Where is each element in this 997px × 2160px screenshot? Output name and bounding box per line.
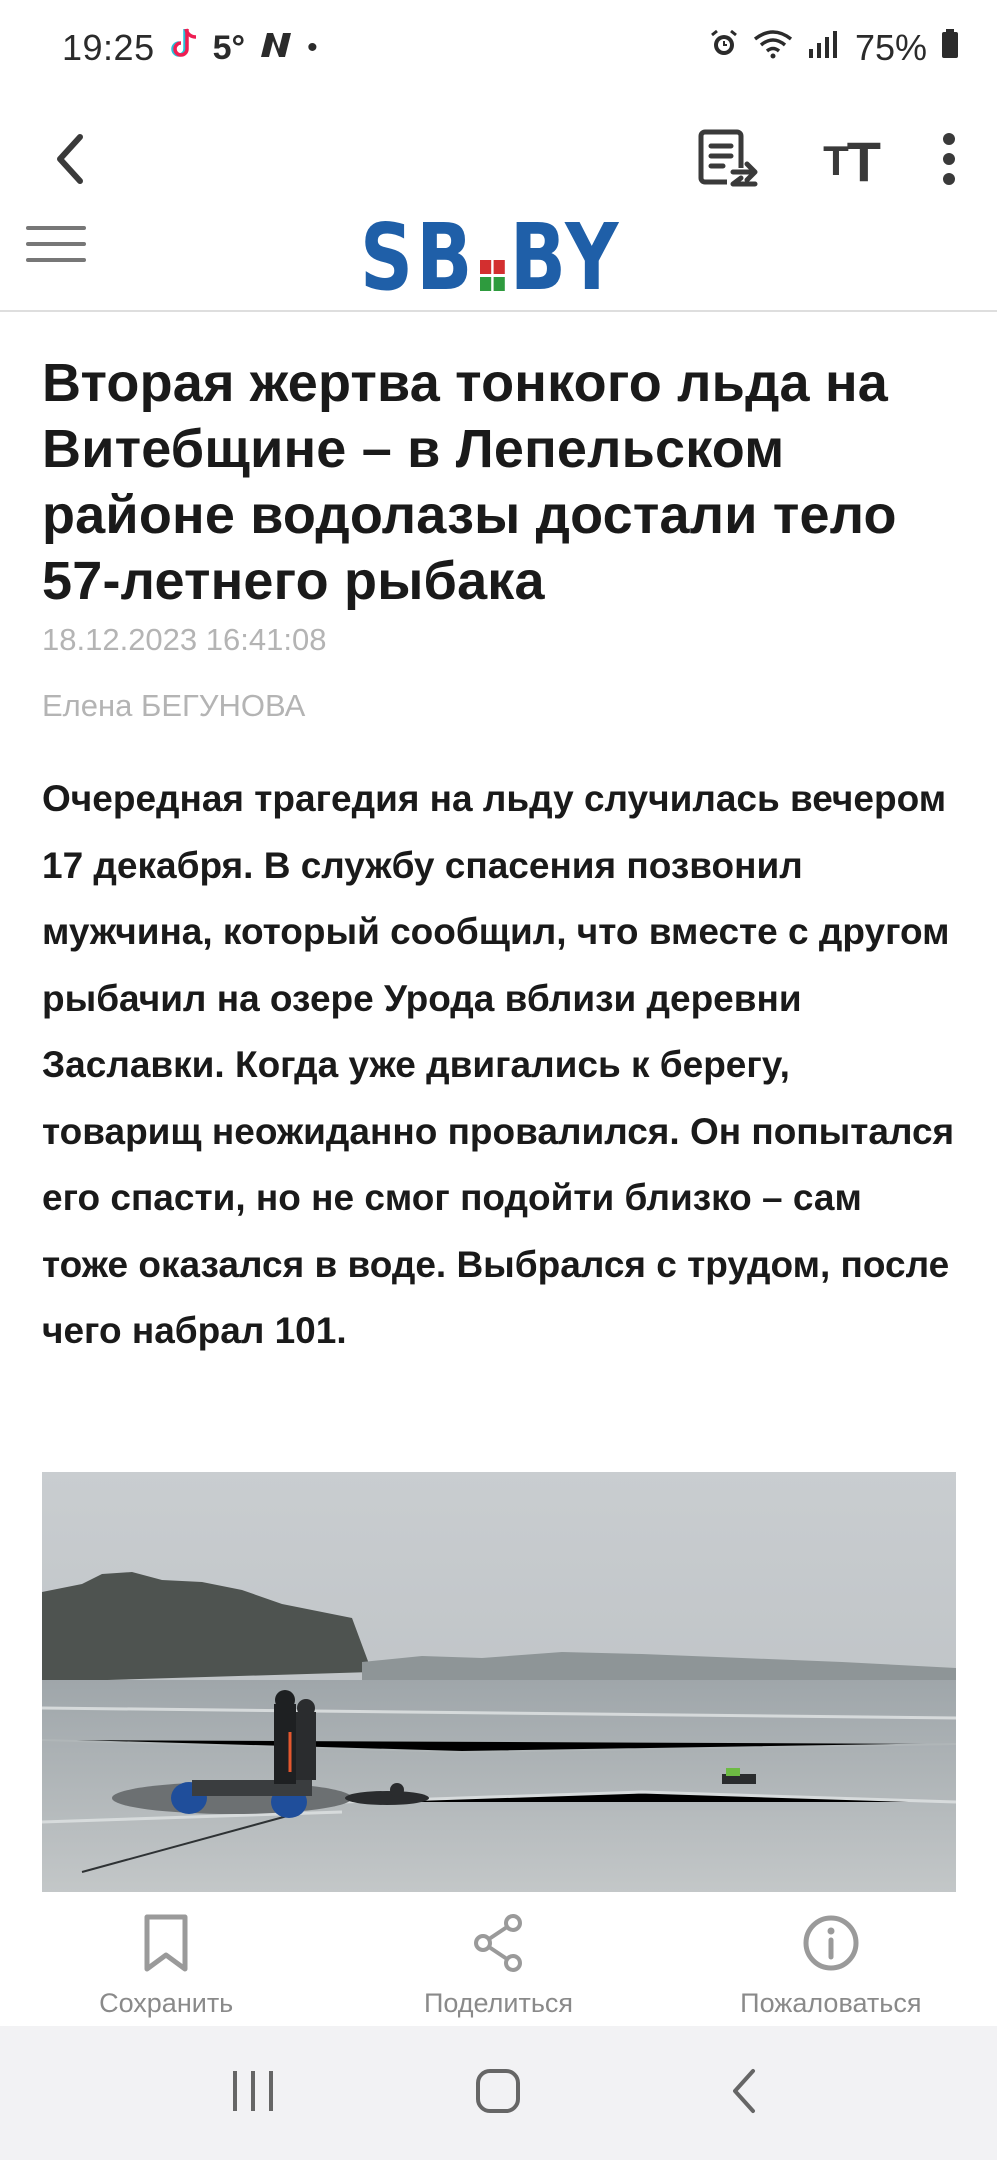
article: [42, 350, 957, 1365]
recents-icon: [230, 2069, 276, 2118]
status-temperature: 5°: [212, 28, 246, 67]
article-lead: Очередная трагедия на льду случилась вечером 17 декабря. В службу спасения позвонил мужчина, который сообщил, что вместе с другом рыбачил на озере Урода вблизи деревни Заславки. Когда уже двигались к берегу, товарищ неожиданно провалился. Он попытался его спасти, но не смог подойти близко – сам тоже оказался в воде. Выбрался с трудом, после чего набрал 101.: [42, 778, 955, 1351]
hamburger-line: [26, 226, 86, 230]
report-button[interactable]: [665, 1893, 997, 2026]
signal-icon: [807, 29, 841, 68]
site-header: [0, 203, 997, 312]
article-author[interactable]: Елена БЕГУНОВА: [42, 688, 306, 723]
home-button[interactable]: [453, 2048, 543, 2138]
article-date: 18.12.2023 16:41:08: [42, 622, 327, 657]
status-right: [709, 27, 959, 69]
reader-mode-icon: [697, 128, 761, 195]
system-nav-bar: [0, 2026, 997, 2160]
text-size-large-letter: T: [846, 129, 879, 193]
back-button[interactable]: [50, 131, 90, 192]
share-icon: [471, 1913, 525, 1978]
chevron-left-icon: [50, 131, 90, 192]
article-action-bar: [0, 1893, 997, 2026]
hamburger-line: [26, 258, 86, 262]
battery-icon: [941, 29, 959, 68]
app-toolbar: [0, 96, 997, 226]
save-label: Сохранить: [99, 1988, 234, 2018]
status-bar: [0, 0, 997, 96]
more-vertical-icon: [941, 131, 957, 192]
tiktok-icon: [169, 27, 199, 70]
home-icon: [475, 2068, 521, 2119]
article-photo[interactable]: [42, 1472, 956, 1892]
site-logo[interactable]: [360, 203, 622, 311]
article-headline: Вторая жертва тонкого льда на Витебщине – в Лепельском районе водолазы достали тело 57-летнего рыбака: [42, 353, 897, 611]
text-size-small-letter: T: [823, 137, 847, 184]
status-time: 19:25: [62, 27, 155, 68]
logo-text-right: BY: [509, 203, 622, 311]
back-icon: [729, 2067, 759, 2120]
share-label: Поделиться: [423, 1988, 574, 2018]
hamburger-line: [26, 242, 86, 246]
logo-text-left: SB: [360, 203, 476, 311]
text-size-button[interactable]: [823, 129, 879, 194]
system-back-button[interactable]: [699, 2048, 789, 2138]
bookmark-icon: [141, 1913, 191, 1978]
wifi-icon: [753, 29, 793, 68]
save-button[interactable]: [0, 1893, 332, 2026]
menu-hamburger-button[interactable]: [26, 226, 86, 270]
more-options-button[interactable]: [941, 131, 957, 192]
alarm-icon: [709, 29, 739, 68]
info-icon: [801, 1913, 861, 1978]
notification-n-icon: [259, 29, 293, 68]
logo-mark-icon: [480, 260, 505, 291]
reader-mode-button[interactable]: [697, 128, 761, 195]
report-label: Пожаловаться: [740, 1988, 922, 2018]
battery-percent: 75%: [854, 27, 927, 68]
status-left: [62, 27, 318, 70]
status-dot: •: [307, 31, 318, 64]
share-button[interactable]: [332, 1893, 664, 2026]
recents-button[interactable]: [208, 2048, 298, 2138]
toolbar-actions: [697, 128, 957, 195]
